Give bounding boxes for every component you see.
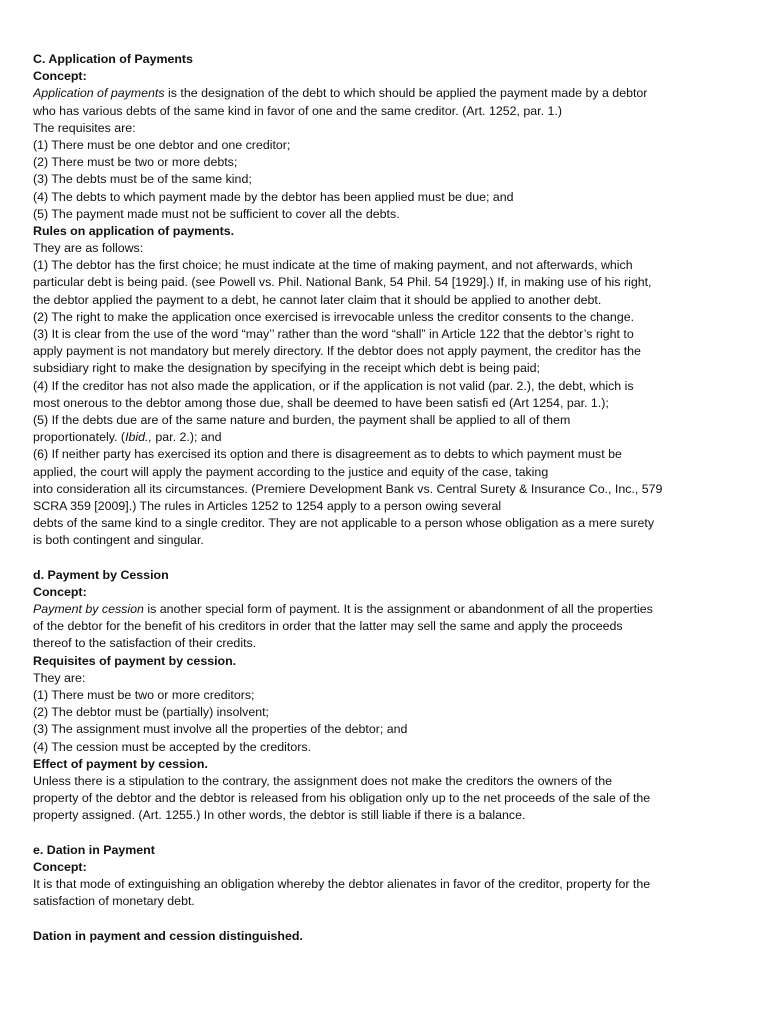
- section-d-effect-line: Unless there is a stipulation to the contrary, the assignment does not make the creditors the owners of the: [33, 773, 612, 788]
- section-e-distinguished-heading: Dation in payment and cession distinguished.: [33, 928, 303, 943]
- section-spacer: [33, 910, 751, 927]
- section-c-rule-line: (6) If neither party has exercised its option and there is disagreement as to debts to which payment must be: [33, 447, 622, 462]
- section-c-rule-line: (4) If the creditor has not also made the application, or if the application is not valid (par. 2.), the debt, which is: [33, 378, 634, 393]
- section-d-requisite: (2) The debtor must be (partially) insolvent;: [33, 705, 269, 720]
- section-c-rule-line: (5) If the debts due are of the same nature and burden, the payment shall be applied to all of them: [33, 412, 571, 427]
- section-d-requisites-intro: They are:: [33, 670, 86, 685]
- section-c-rule-line: the debtor applied the payment to a debt, he cannot later claim that it should be applied to another debt.: [33, 292, 602, 307]
- section-c-requisite: (3) The debts must be of the same kind;: [33, 172, 252, 187]
- section-spacer: [33, 549, 751, 566]
- section-c-rule-line: applied, the court will apply the payment according to the justice and equity of the case, taking: [33, 464, 549, 479]
- rule5-text-a: proportionately. (: [33, 430, 126, 445]
- section-e-heading: e. Dation in Payment: [33, 842, 155, 857]
- section-d-heading: d. Payment by Cession: [33, 567, 169, 582]
- section-c-requisites-intro: The requisites are:: [33, 120, 136, 135]
- section-d-requisite: (1) There must be two or more creditors;: [33, 687, 255, 702]
- section-c-requisite: (2) There must be two or more debts;: [33, 155, 238, 170]
- section-c-rule-line: into consideration all its circumstances. (Premiere Development Bank vs. Central Surety & Insurance Co., Inc., 579: [33, 481, 663, 496]
- section-d-effect-line: property assigned. (Art. 1255.) In other words, the debtor is still liable if there is a balance.: [33, 808, 526, 823]
- section-d-requisite: (3) The assignment must involve all the properties of the debtor; and: [33, 722, 408, 737]
- rule5-text-b: par. 2.); and: [151, 430, 222, 445]
- section-c-rule-line: SCRA 359 [2009].) The rules in Articles 1252 to 1254 apply to a person owing several: [33, 498, 502, 513]
- section-c-rule-line: subsidiary right to make the designation by specifying in the receipt which debt is being paid;: [33, 361, 540, 376]
- section-d-concept-term: Payment by cession: [33, 602, 144, 616]
- section-d-concept-rest: is another special form of payment. It is the assignment or abandonment of all the properties: [143, 602, 653, 616]
- section-d-requisites-heading: Requisites of payment by cession.: [33, 653, 237, 668]
- section-c-rule-line: particular debt is being paid. (see Powell vs. Phil. National Bank, 54 Phil. 54 [1929].) If, in making use of his right,: [33, 275, 652, 290]
- section-c-rule-line: (2) The right to make the application once exercised is irrevocable unless the creditor consents to the change.: [33, 309, 635, 324]
- section-spacer: [33, 824, 751, 841]
- section-c-concept-line-1: [33, 85, 751, 102]
- section-c-concept-label: Concept:: [33, 69, 87, 84]
- section-c-concept-line-2: who has various debts of the same kind in favor of one and the same creditor. (Art. 1252, par. 1.): [33, 103, 562, 118]
- section-d-concept-line: of the debtor for the benefit of his creditors in order that the latter may sell the same and apply the proceeds: [33, 619, 623, 634]
- section-c-rule-line: (3) It is clear from the use of the word “may’’ rather than the word “shall” in Article 122 that the debtor’s right to: [33, 327, 634, 341]
- section-c-rule-line: is both contingent and singular.: [33, 533, 204, 548]
- section-d-concept-label: Concept:: [33, 584, 87, 599]
- section-e-concept-line: satisfaction of monetary debt.: [33, 894, 195, 909]
- rule5-ibid: Ibid.,: [125, 430, 152, 445]
- section-d-concept-line: thereof to the satisfaction of their credits.: [33, 636, 257, 651]
- section-c-rule5-line-2: [33, 429, 751, 446]
- section-c-concept-term: Application of payments: [33, 86, 165, 101]
- section-d-effect-heading: Effect of payment by cession.: [33, 756, 208, 771]
- section-d-effect-line: property of the debtor and the debtor is released from his obligation only up to the net proceeds of the sale of the: [33, 791, 651, 806]
- document-body: [33, 51, 751, 945]
- section-c-requisite: (4) The debts to which payment made by the debtor has been applied must be due; and: [33, 189, 514, 204]
- section-c-heading: C. Application of Payments: [33, 52, 193, 66]
- section-c-rules-intro: They are as follows:: [33, 241, 144, 256]
- section-d-requisite: (4) The cession must be accepted by the creditors.: [33, 739, 312, 754]
- section-e-concept-line: It is that mode of extinguishing an obligation whereby the debtor alienates in favor of the creditor, property for the: [33, 877, 651, 891]
- section-c-rules-heading: Rules on application of payments.: [33, 223, 235, 238]
- section-c-rule-line: debts of the same kind to a single creditor. They are not applicable to a person whose obligation as a mere surety: [33, 516, 655, 531]
- section-c-rule-line: (1) The debtor has the first choice; he must indicate at the time of making payment, and not afterwards, which: [33, 258, 633, 273]
- section-c-rule-line: most onerous to the debtor among those due, shall be deemed to have been satisfi ed (Art 1254, par. 1.);: [33, 395, 609, 410]
- section-d-concept-line-1: [33, 601, 751, 618]
- section-e-concept-label: Concept:: [33, 859, 87, 874]
- section-c-concept-rest: is the designation of the debt to which should be applied the payment made by a debtor: [164, 86, 648, 101]
- section-c-requisite: (5) The payment made must not be sufficient to cover all the debts.: [33, 206, 400, 221]
- section-c-requisite: (1) There must be one debtor and one creditor;: [33, 137, 291, 152]
- section-c-rule-line: apply payment is not mandatory but merely directory. If the debtor does not apply payment, the creditor has the: [33, 344, 641, 359]
